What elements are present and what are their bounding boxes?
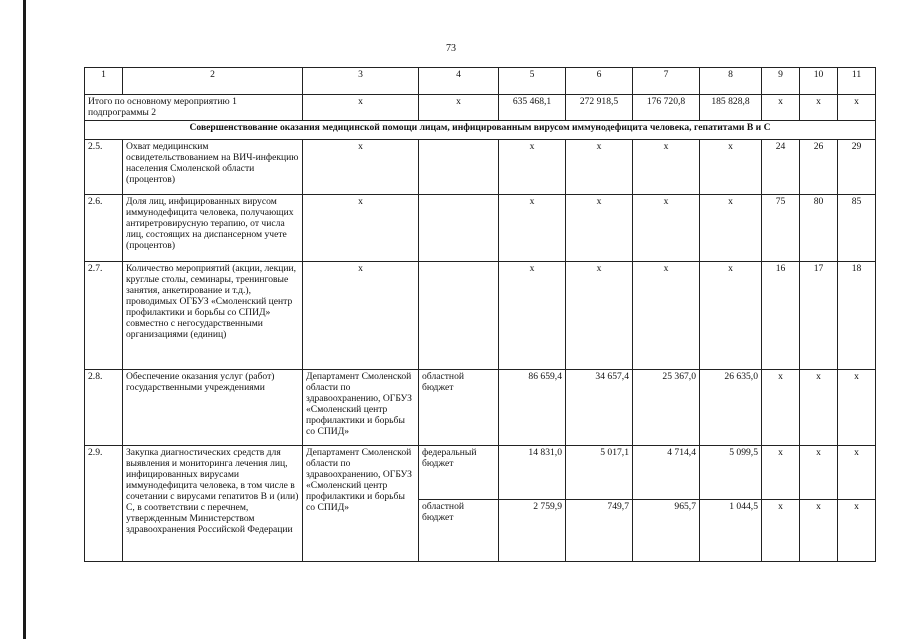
table-cell: 25 367,0 bbox=[633, 370, 700, 446]
table-row bbox=[85, 262, 876, 370]
table-cell: Департамент Смоленской области по здравоохранению, ОГБУЗ «Смоленский центр профилактики и борьбы со СПИД» bbox=[303, 446, 419, 562]
header-cell: 7 bbox=[633, 68, 700, 95]
table-cell: x bbox=[700, 262, 762, 370]
row-name: Охват медицинским освидетельствованием на ВИЧ-инфекцию населения Смоленской области (процентов) bbox=[123, 140, 303, 195]
header-cell: 5 bbox=[499, 68, 566, 95]
table-cell: x bbox=[499, 195, 566, 262]
table-row bbox=[85, 446, 876, 500]
table-cell: 965,7 bbox=[633, 500, 700, 562]
table-cell: 16 bbox=[762, 262, 800, 370]
table-cell: 86 659,4 bbox=[499, 370, 566, 446]
header-cell: 10 bbox=[800, 68, 838, 95]
table-cell: x bbox=[838, 370, 876, 446]
page-number: 73 bbox=[446, 43, 456, 54]
table-cell: x bbox=[762, 446, 800, 500]
table-cell: x bbox=[566, 195, 633, 262]
program-table bbox=[84, 67, 876, 562]
table-cell: x bbox=[633, 140, 700, 195]
table-cell: x bbox=[303, 95, 419, 121]
table-cell: 14 831,0 bbox=[499, 446, 566, 500]
header-cell: 3 bbox=[303, 68, 419, 95]
table-cell: x bbox=[700, 195, 762, 262]
table-cell: x bbox=[762, 500, 800, 562]
table-cell: x bbox=[800, 500, 838, 562]
table-cell: x bbox=[800, 95, 838, 121]
table-cell: 26 635,0 bbox=[700, 370, 762, 446]
table-cell bbox=[419, 195, 499, 262]
table-cell: x bbox=[303, 140, 419, 195]
table-cell: 34 657,4 bbox=[566, 370, 633, 446]
table-cell: x bbox=[303, 262, 419, 370]
row-name: Обеспечение оказания услуг (работ) государственными учреждениями bbox=[123, 370, 303, 446]
total-label: Итого по основному мероприятию 1 подпрограммы 2 bbox=[85, 95, 303, 121]
table-cell: x bbox=[838, 500, 876, 562]
table-cell: 75 bbox=[762, 195, 800, 262]
table-cell: x bbox=[762, 370, 800, 446]
table-cell: 17 bbox=[800, 262, 838, 370]
table-cell: 635 468,1 bbox=[499, 95, 566, 121]
table-cell: Департамент Смоленской области по здравоохранению, ОГБУЗ «Смоленский центр профилактики и борьбы со СПИД» bbox=[303, 370, 419, 446]
table-cell: 26 bbox=[800, 140, 838, 195]
table-cell: 2 759,9 bbox=[499, 500, 566, 562]
table-cell: x bbox=[838, 446, 876, 500]
table-row bbox=[85, 140, 876, 195]
table-cell: 29 bbox=[838, 140, 876, 195]
row-name: Доля лиц, инфицированных вирусом иммунодефицита человека, получающих антиретровирусную терапию, от числа лиц, состоящих на диспансерном учете (процентов) bbox=[123, 195, 303, 262]
table-cell: 749,7 bbox=[566, 500, 633, 562]
table-cell: 80 bbox=[800, 195, 838, 262]
table-cell: федеральный бюджет bbox=[419, 446, 499, 500]
header-cell: 11 bbox=[838, 68, 876, 95]
table-cell: x bbox=[633, 262, 700, 370]
header-cell: 4 bbox=[419, 68, 499, 95]
table-cell bbox=[419, 140, 499, 195]
table-cell: x bbox=[700, 140, 762, 195]
table-cell: x bbox=[800, 446, 838, 500]
header-row bbox=[85, 68, 876, 95]
table-cell: x bbox=[633, 195, 700, 262]
table-cell: x bbox=[303, 195, 419, 262]
table-cell: x bbox=[762, 95, 800, 121]
table-cell: 18 bbox=[838, 262, 876, 370]
table-cell: 185 828,8 bbox=[700, 95, 762, 121]
row-number: 2.5. bbox=[85, 140, 123, 195]
table-cell: областной бюджет bbox=[419, 500, 499, 562]
row-number: 2.9. bbox=[85, 446, 123, 562]
table-cell: 5 099,5 bbox=[700, 446, 762, 500]
table-row bbox=[85, 195, 876, 262]
table-cell: x bbox=[838, 95, 876, 121]
header-cell: 1 bbox=[85, 68, 123, 95]
row-number: 2.8. bbox=[85, 370, 123, 446]
row-number: 2.7. bbox=[85, 262, 123, 370]
table-cell: 85 bbox=[838, 195, 876, 262]
header-cell: 6 bbox=[566, 68, 633, 95]
table-cell: x bbox=[566, 140, 633, 195]
table-cell bbox=[419, 262, 499, 370]
table-cell: x bbox=[499, 262, 566, 370]
header-cell: 8 bbox=[700, 68, 762, 95]
table-cell: 4 714,4 bbox=[633, 446, 700, 500]
scan-edge-line bbox=[23, 0, 26, 639]
table-cell: x bbox=[800, 370, 838, 446]
header-cell: 2 bbox=[123, 68, 303, 95]
table-row bbox=[85, 370, 876, 446]
row-name: Закупка диагностических средств для выявления и мониторинга лечения лиц, инфицированных вирусами иммунодефицита человека, в том числе в сочетании с вирусами гепатитов В и (или) С, в соответствии с перечнем, утвержденным Министерством здравоохранения Российской Федерации bbox=[123, 446, 303, 562]
section-row bbox=[85, 121, 876, 140]
table-cell: 176 720,8 bbox=[633, 95, 700, 121]
row-name: Количество мероприятий (акции, лекции, круглые столы, семинары, тренинговые занятия, анкетирование и т.д.), проводимых ОГБУЗ «Смоленский центр профилактики и борьбы со СПИД» совместно с негосударственными организациями (единиц) bbox=[123, 262, 303, 370]
table-cell: 24 bbox=[762, 140, 800, 195]
header-cell: 9 bbox=[762, 68, 800, 95]
table-cell: 1 044,5 bbox=[700, 500, 762, 562]
table-cell: x bbox=[499, 140, 566, 195]
table-cell: x bbox=[566, 262, 633, 370]
table-cell: x bbox=[419, 95, 499, 121]
section-title: Совершенствование оказания медицинской помощи лицам, инфицированным вирусом иммунодефицита человека, гепатитами В и С bbox=[85, 121, 876, 140]
table-cell: 272 918,5 bbox=[566, 95, 633, 121]
table-cell: 5 017,1 bbox=[566, 446, 633, 500]
row-number: 2.6. bbox=[85, 195, 123, 262]
table-cell: областной бюджет bbox=[419, 370, 499, 446]
total-row bbox=[85, 95, 876, 121]
